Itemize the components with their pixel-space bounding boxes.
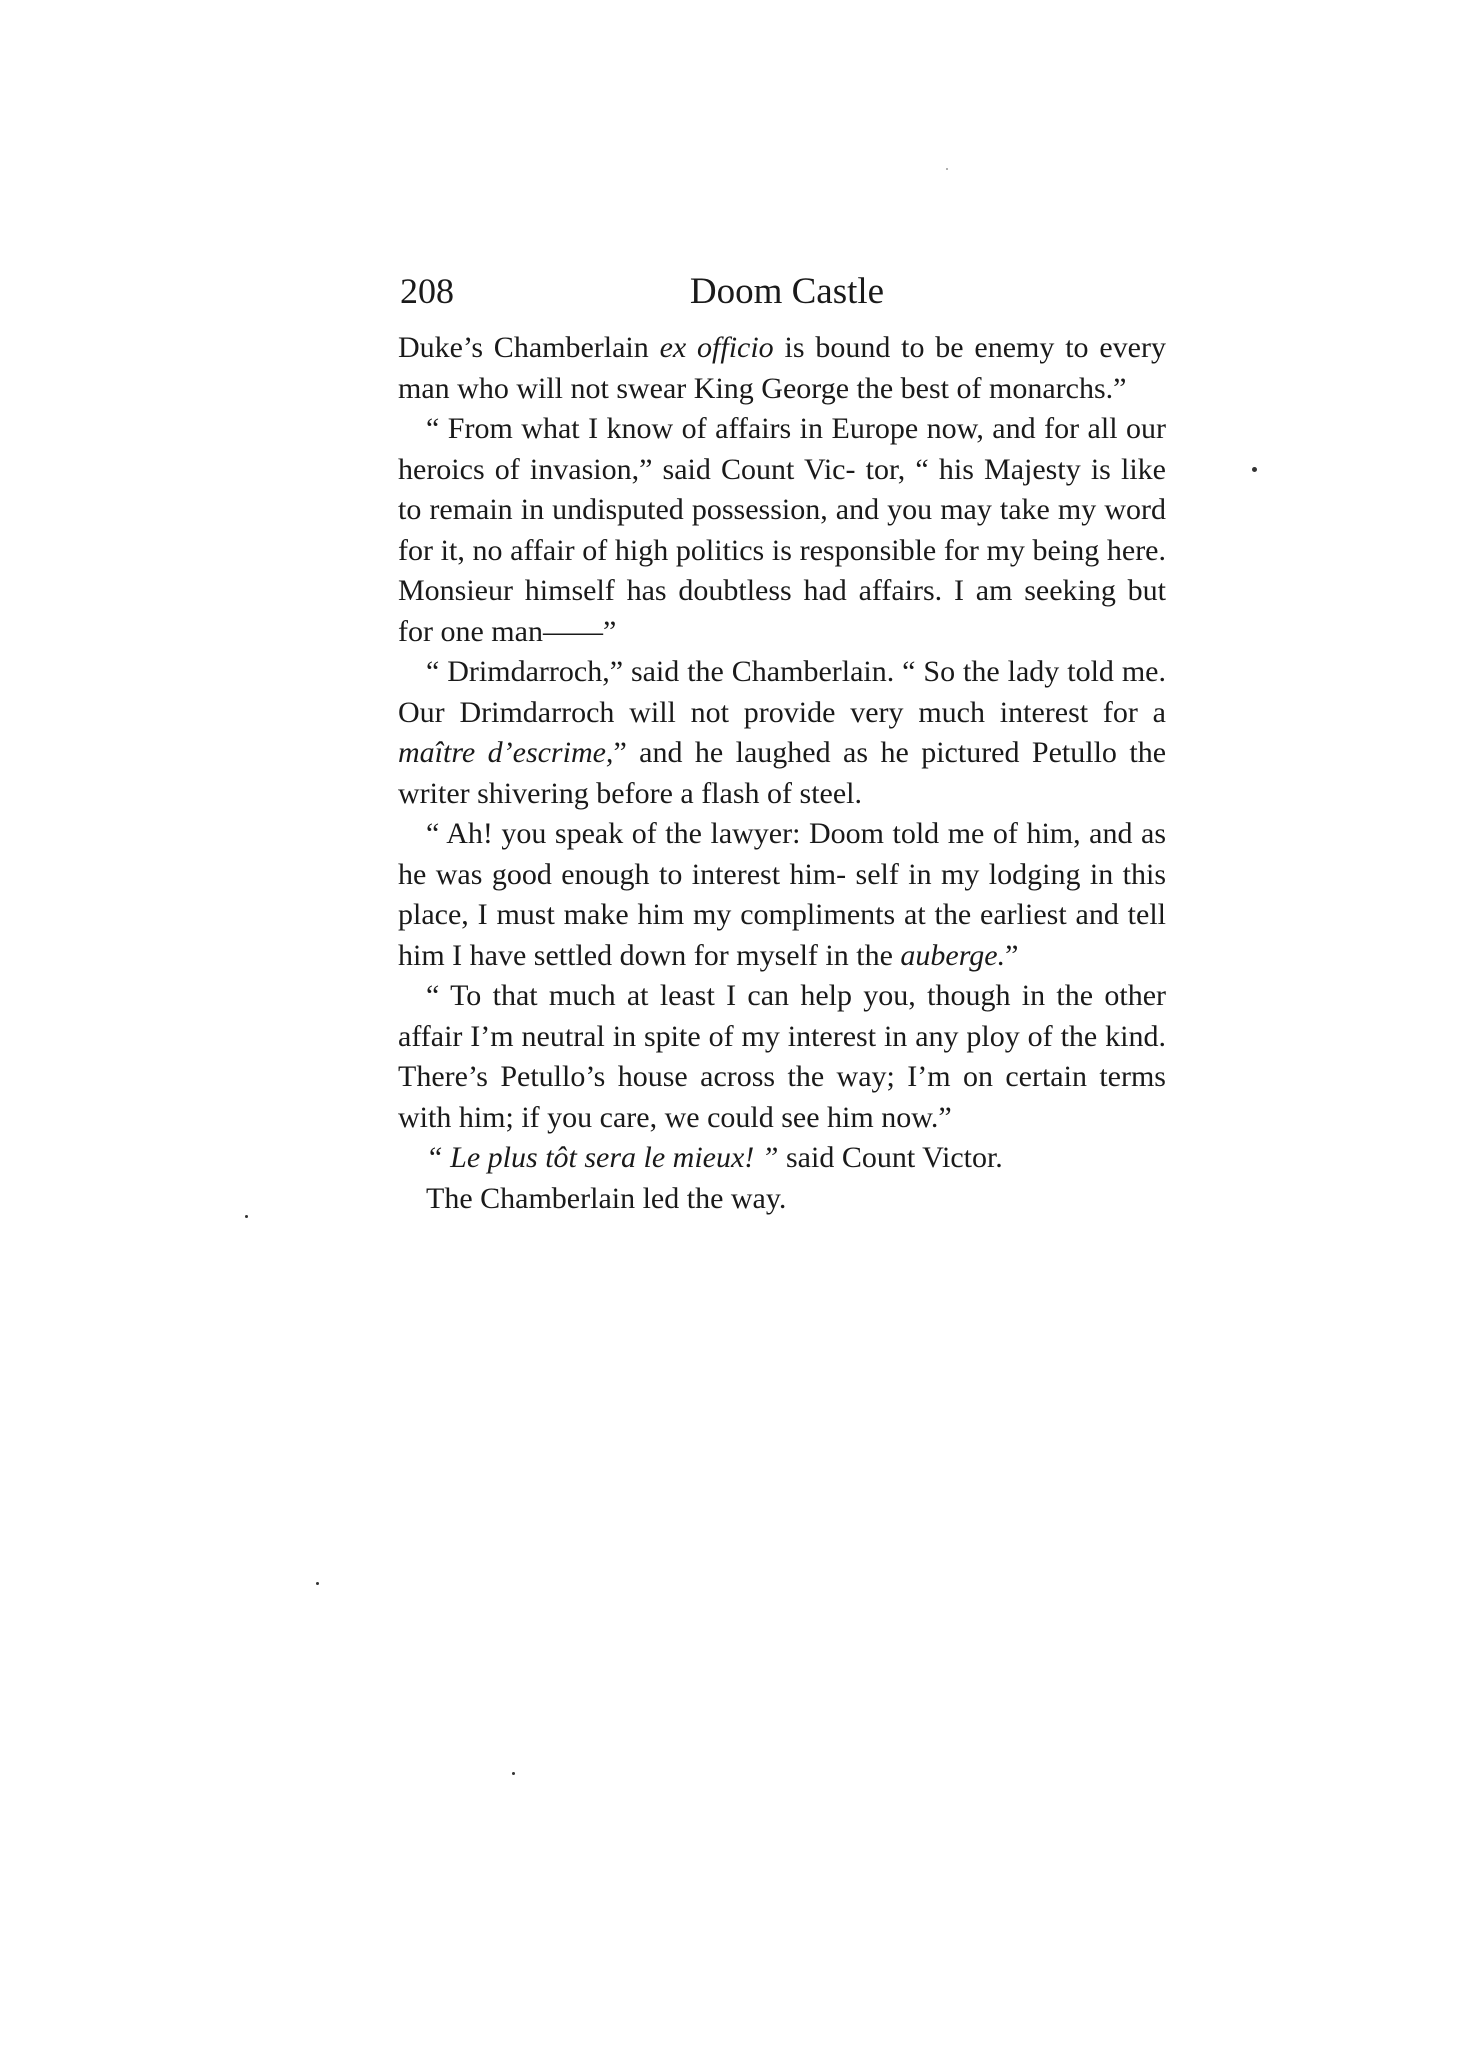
running-title: Doom Castle (689, 271, 885, 312)
page-number: 208 (400, 271, 454, 311)
scan-speck (946, 168, 948, 170)
scan-speck (316, 1582, 319, 1585)
italic-run: maître d’escrime, (398, 736, 614, 769)
paragraph (398, 1138, 1166, 1179)
scan-speck (512, 1772, 515, 1775)
book-page (398, 270, 1166, 1219)
text-run: “ To that much at least I can help you, though in the other affair I’m neutral in spite of my interest in any ploy of the kind. There’s Petullo’s house across the way; I’m on certain terms with him; if you care, we could see him now.” (398, 979, 1166, 1134)
paragraph (398, 814, 1166, 976)
paragraph (398, 1179, 1166, 1220)
italic-run: “ Le plus tôt sera le mieux! ” (426, 1141, 779, 1174)
scan-speck (1252, 467, 1257, 472)
paragraph (398, 409, 1166, 652)
text-run: ” (1005, 938, 1019, 972)
text-run: Duke’s Chamberlain (398, 331, 660, 364)
text-run: is bound to be enemy to every man who will not swear King George the best of monarchs.” (398, 331, 1166, 405)
text-run: “ Drimdarroch,” said the Chamberlain. “ So the lady told me. Our Drimdarroch will not provide very much interest for a (398, 655, 1166, 729)
running-head (398, 270, 1166, 328)
body-text (398, 328, 1166, 1219)
text-run: “ From what I know of affairs in Europe now, and for all our heroics of invasion,” said Count Vic- tor, “ his Majesty is like to remain in undisputed possession, and you may take my word for it, no affair of high politics is responsible for my being here. Monsieur himself has doubtless had affairs. I am seeking but for one man——” (398, 412, 1166, 648)
italic-run: ex officio (659, 331, 774, 364)
text-run: The Chamberlain led the way. (426, 1181, 787, 1215)
text-run: ” and he laughed as he pictured Petullo the writer shivering before a flash of steel. (398, 736, 1167, 810)
paragraph (398, 328, 1166, 409)
paragraph (398, 976, 1166, 1138)
text-run: “ Ah! you speak of the lawyer: Doom told me of him, and as he was good enough to interest him- self in my lodging in this place, I must make him my compliments at the earliest and tell him I have settled down for myself in the (398, 817, 1166, 972)
italic-run: auberge. (900, 938, 1006, 972)
scan-speck (245, 1215, 248, 1218)
paragraph (398, 652, 1166, 814)
text-run: said Count Victor. (778, 1141, 1003, 1174)
